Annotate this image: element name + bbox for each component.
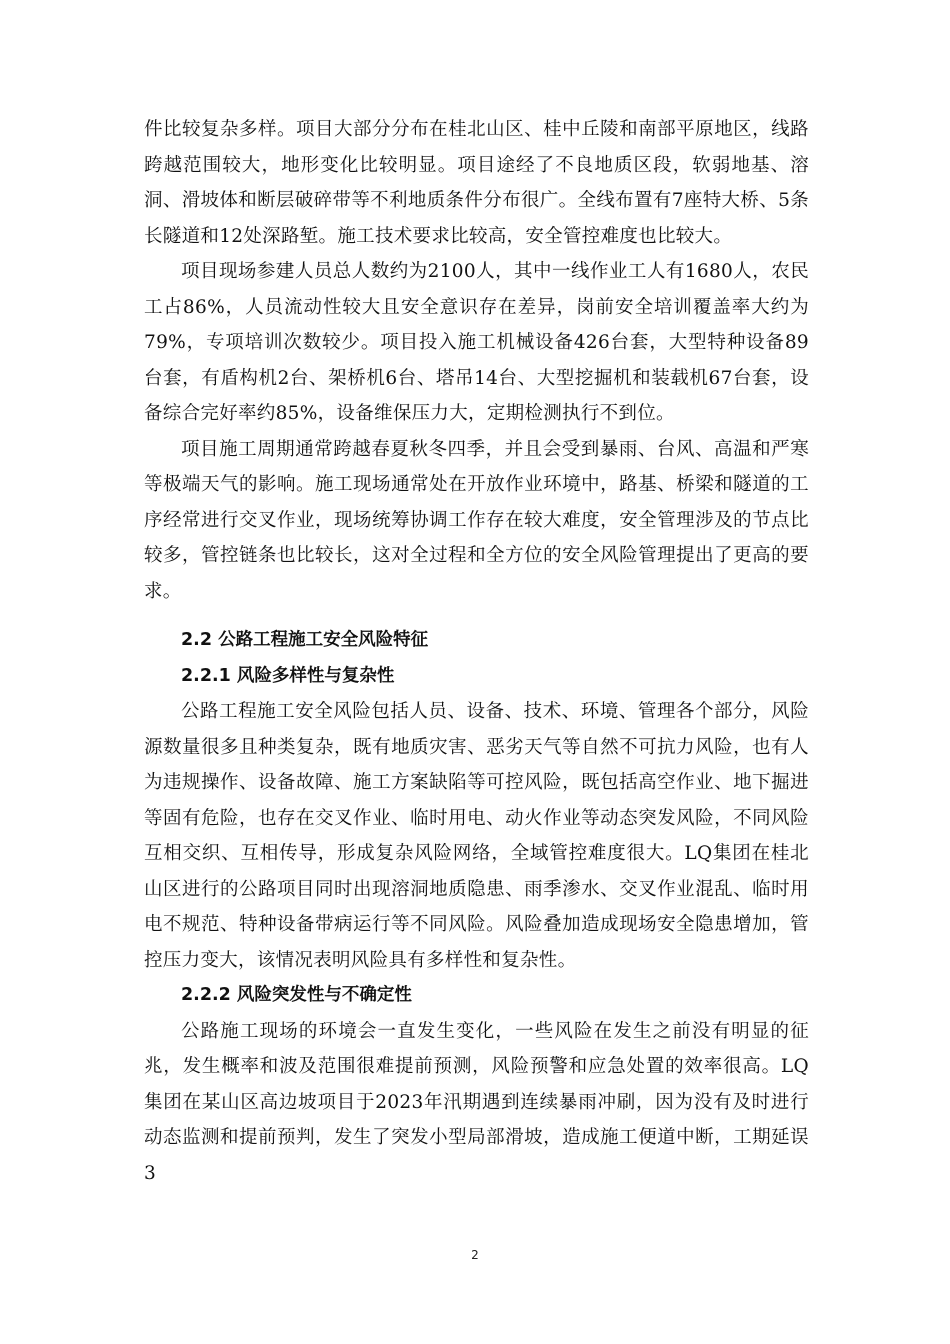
body-paragraph: 项目施工周期通常跨越春夏秋冬四季，并且会受到暴雨、台风、高温和严寒等极端天气的影响。施工现场通常处在开放作业环境中，路基、桥梁和隧道的工序经常进行交叉作业，现场统筹协调工作存在较大难度，安全管理涉及的节点比较多，管控链条也比较长，这对全过程和全方位的安全风险管理提出了更高的要求。 [144,438,809,602]
body-paragraph: 项目现场参建人员总人数约为2100人，其中一线作业工人有1680人，农民工占86%，人员流动性较大且安全意识存在差异，岗前安全培训覆盖率大约为79%，专项培训次数较少。项目投入施工机械设备426台套，大型特种设备89台套，有盾构机2台、架桥机6台、塔吊14台、大型挖掘机和装载机67台套，设备综合完好率约85%，设备维保压力大，定期检测执行不到位。 [144,261,809,424]
subsection-heading: 2.2.2 风险突发性与不确定性 [181,985,412,1005]
body-paragraph: 公路施工现场的环境会一直发生变化，一些风险在发生之前没有明显的征兆，发生概率和波及范围很难提前预测，风险预警和应急处置的效率很高。LQ集团在某山区高边坡项目于2023年汛期遇到连续暴雨冲刷，因为没有及时进行动态监测和提前预判，发生了突发小型局部滑坡，造成施工便道中断，工期延误3 [144,1020,809,1184]
body-paragraph: 件比较复杂多样。项目大部分分布在桂北山区、桂中丘陵和南部平原地区，线路跨越范围较大，地形变化比较明显。项目途经了不良地质区段，软弱地基、溶洞、滑坡体和断层破碎带等不利地质条件分布很广。全线布置有7座特大桥、5条长隧道和12处深路堑。施工技术要求比较高，安全管控难度也比较大。 [144,119,809,247]
document-page [144,112,809,1191]
page-number: 2 [471,1248,479,1262]
body-paragraph: 公路工程施工安全风险包括人员、设备、技术、环境、管理各个部分，风险源数量很多且种类复杂，既有地质灾害、恶劣天气等自然不可抗力风险，也有人为违规操作、设备故障、施工方案缺陷等可控风险，既包括高空作业、地下掘进等固有危险，也存在交叉作业、临时用电、动火作业等动态突发风险，不同风险互相交织、互相传导，形成复杂风险网络，全域管控难度很大。LQ集团在桂北山区进行的公路项目同时出现溶洞地质隐患、雨季渗水、交叉作业混乱、临时用电不规范、特种设备带病运行等不同风险。风险叠加造成现场安全隐患增加，管控压力变大，该情况表明风险具有多样性和复杂性。 [144,701,809,971]
subsection-heading: 2.2.1 风险多样性与复杂性 [181,665,395,686]
section-heading: 2.2 公路工程施工安全风险特征 [181,630,429,650]
